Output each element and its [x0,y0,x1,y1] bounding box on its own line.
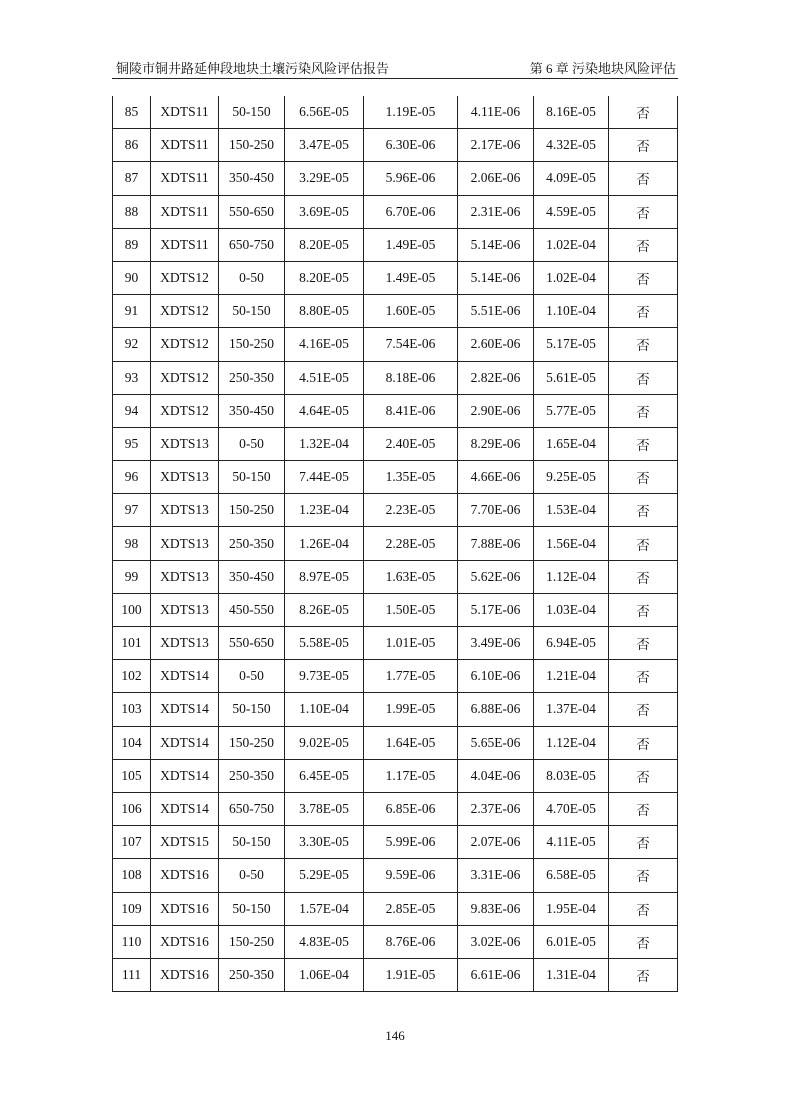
exceed-flag-cell: 否 [609,925,678,958]
value-cell-3: 2.90E-06 [458,394,534,427]
value-cell-3: 2.17E-06 [458,129,534,162]
sample-id-cell: XDTS11 [151,96,219,129]
depth-cell: 150-250 [219,328,285,361]
row-index-cell: 92 [113,328,151,361]
value-cell-1: 1.10E-04 [285,693,364,726]
value-cell-total: 6.58E-05 [534,859,609,892]
row-index-cell: 110 [113,925,151,958]
value-cell-3: 7.70E-06 [458,494,534,527]
row-index-cell: 97 [113,494,151,527]
sample-id-cell: XDTS14 [151,759,219,792]
value-cell-3: 2.07E-06 [458,826,534,859]
value-cell-total: 9.25E-05 [534,461,609,494]
row-index-cell: 99 [113,560,151,593]
value-cell-3: 2.37E-06 [458,792,534,825]
exceed-flag-cell: 否 [609,328,678,361]
depth-cell: 150-250 [219,129,285,162]
sample-id-cell: XDTS13 [151,627,219,660]
value-cell-3: 5.51E-06 [458,295,534,328]
table-row [113,792,678,825]
table-row [113,593,678,626]
value-cell-1: 8.26E-05 [285,593,364,626]
value-cell-1: 3.29E-05 [285,162,364,195]
depth-cell: 150-250 [219,494,285,527]
row-index-cell: 100 [113,593,151,626]
row-index-cell: 102 [113,660,151,693]
table-row [113,859,678,892]
row-index-cell: 96 [113,461,151,494]
table-row [113,560,678,593]
exceed-flag-cell: 否 [609,261,678,294]
value-cell-3: 7.88E-06 [458,527,534,560]
table-row [113,660,678,693]
value-cell-1: 4.83E-05 [285,925,364,958]
value-cell-1: 8.80E-05 [285,295,364,328]
value-cell-total: 1.02E-04 [534,228,609,261]
value-cell-total: 1.56E-04 [534,527,609,560]
row-index-cell: 89 [113,228,151,261]
depth-cell: 150-250 [219,726,285,759]
value-cell-3: 4.11E-06 [458,96,534,129]
row-index-cell: 85 [113,96,151,129]
row-index-cell: 106 [113,792,151,825]
value-cell-3: 4.04E-06 [458,759,534,792]
exceed-flag-cell: 否 [609,792,678,825]
value-cell-3: 3.31E-06 [458,859,534,892]
row-index-cell: 98 [113,527,151,560]
exceed-flag-cell: 否 [609,826,678,859]
table-row [113,394,678,427]
value-cell-2: 8.18E-06 [364,361,458,394]
value-cell-1: 1.57E-04 [285,892,364,925]
row-index-cell: 109 [113,892,151,925]
row-index-cell: 105 [113,759,151,792]
value-cell-2: 8.41E-06 [364,394,458,427]
table-row [113,361,678,394]
value-cell-1: 1.32E-04 [285,427,364,460]
sample-id-cell: XDTS13 [151,560,219,593]
value-cell-total: 1.95E-04 [534,892,609,925]
value-cell-total: 5.77E-05 [534,394,609,427]
row-index-cell: 104 [113,726,151,759]
sample-id-cell: XDTS13 [151,527,219,560]
depth-cell: 0-50 [219,427,285,460]
value-cell-2: 2.28E-05 [364,527,458,560]
value-cell-2: 1.49E-05 [364,228,458,261]
value-cell-1: 6.45E-05 [285,759,364,792]
exceed-flag-cell: 否 [609,593,678,626]
value-cell-total: 8.16E-05 [534,96,609,129]
value-cell-3: 5.14E-06 [458,228,534,261]
value-cell-total: 4.70E-05 [534,792,609,825]
depth-cell: 650-750 [219,228,285,261]
sample-id-cell: XDTS16 [151,859,219,892]
row-index-cell: 95 [113,427,151,460]
depth-cell: 50-150 [219,892,285,925]
sample-id-cell: XDTS15 [151,826,219,859]
value-cell-3: 5.62E-06 [458,560,534,593]
table-row [113,295,678,328]
value-cell-2: 1.91E-05 [364,958,458,991]
value-cell-2: 7.54E-06 [364,328,458,361]
sample-id-cell: XDTS14 [151,693,219,726]
row-index-cell: 90 [113,261,151,294]
depth-cell: 350-450 [219,394,285,427]
exceed-flag-cell: 否 [609,726,678,759]
sample-id-cell: XDTS16 [151,925,219,958]
table-row [113,627,678,660]
value-cell-1: 5.29E-05 [285,859,364,892]
value-cell-2: 6.70E-06 [364,195,458,228]
exceed-flag-cell: 否 [609,660,678,693]
exceed-flag-cell: 否 [609,461,678,494]
row-index-cell: 91 [113,295,151,328]
value-cell-total: 1.10E-04 [534,295,609,328]
depth-cell: 250-350 [219,361,285,394]
value-cell-3: 8.29E-06 [458,427,534,460]
sample-id-cell: XDTS12 [151,328,219,361]
exceed-flag-cell: 否 [609,96,678,129]
value-cell-1: 5.58E-05 [285,627,364,660]
report-title: 铜陵市铜井路延伸段地块土壤污染风险评估报告 [116,61,390,76]
depth-cell: 250-350 [219,958,285,991]
value-cell-3: 3.02E-06 [458,925,534,958]
exceed-flag-cell: 否 [609,129,678,162]
sample-id-cell: XDTS12 [151,261,219,294]
value-cell-2: 5.96E-06 [364,162,458,195]
row-index-cell: 94 [113,394,151,427]
sample-id-cell: XDTS11 [151,162,219,195]
sample-id-cell: XDTS13 [151,494,219,527]
value-cell-1: 3.78E-05 [285,792,364,825]
value-cell-1: 4.64E-05 [285,394,364,427]
row-index-cell: 108 [113,859,151,892]
depth-cell: 150-250 [219,925,285,958]
exceed-flag-cell: 否 [609,427,678,460]
table-row [113,958,678,991]
value-cell-1: 9.73E-05 [285,660,364,693]
table-row [113,925,678,958]
value-cell-3: 3.49E-06 [458,627,534,660]
table-row [113,228,678,261]
value-cell-total: 1.65E-04 [534,427,609,460]
exceed-flag-cell: 否 [609,958,678,991]
value-cell-2: 1.19E-05 [364,96,458,129]
value-cell-total: 4.59E-05 [534,195,609,228]
value-cell-1: 9.02E-05 [285,726,364,759]
table-row [113,693,678,726]
risk-table-body [113,96,678,992]
value-cell-2: 6.85E-06 [364,792,458,825]
sample-id-cell: XDTS12 [151,361,219,394]
value-cell-total: 5.17E-05 [534,328,609,361]
value-cell-total: 5.61E-05 [534,361,609,394]
exceed-flag-cell: 否 [609,494,678,527]
value-cell-total: 8.03E-05 [534,759,609,792]
table-row [113,726,678,759]
exceed-flag-cell: 否 [609,162,678,195]
value-cell-1: 8.97E-05 [285,560,364,593]
sample-id-cell: XDTS16 [151,892,219,925]
value-cell-3: 2.31E-06 [458,195,534,228]
sample-id-cell: XDTS11 [151,129,219,162]
page-header [112,56,678,79]
value-cell-1: 3.47E-05 [285,129,364,162]
row-index-cell: 88 [113,195,151,228]
depth-cell: 350-450 [219,162,285,195]
table-row [113,328,678,361]
sample-id-cell: XDTS16 [151,958,219,991]
value-cell-3: 2.06E-06 [458,162,534,195]
value-cell-1: 8.20E-05 [285,261,364,294]
sample-id-cell: XDTS14 [151,726,219,759]
exceed-flag-cell: 否 [609,892,678,925]
sample-id-cell: XDTS11 [151,195,219,228]
depth-cell: 50-150 [219,693,285,726]
sample-id-cell: XDTS14 [151,792,219,825]
depth-cell: 550-650 [219,627,285,660]
value-cell-1: 3.69E-05 [285,195,364,228]
risk-table [112,96,678,992]
value-cell-1: 4.16E-05 [285,328,364,361]
depth-cell: 0-50 [219,660,285,693]
value-cell-2: 9.59E-06 [364,859,458,892]
value-cell-1: 1.23E-04 [285,494,364,527]
exceed-flag-cell: 否 [609,527,678,560]
depth-cell: 250-350 [219,759,285,792]
chapter-title: 第 6 章 污染地块风险评估 [529,61,676,76]
depth-cell: 350-450 [219,560,285,593]
table-row [113,826,678,859]
exceed-flag-cell: 否 [609,693,678,726]
value-cell-2: 1.60E-05 [364,295,458,328]
sample-id-cell: XDTS13 [151,593,219,626]
value-cell-3: 6.88E-06 [458,693,534,726]
value-cell-3: 5.14E-06 [458,261,534,294]
value-cell-total: 6.94E-05 [534,627,609,660]
sample-id-cell: XDTS12 [151,295,219,328]
value-cell-total: 1.12E-04 [534,726,609,759]
value-cell-1: 7.44E-05 [285,461,364,494]
sample-id-cell: XDTS13 [151,461,219,494]
sample-id-cell: XDTS14 [151,660,219,693]
value-cell-total: 4.11E-05 [534,826,609,859]
value-cell-total: 4.09E-05 [534,162,609,195]
exceed-flag-cell: 否 [609,228,678,261]
value-cell-2: 1.50E-05 [364,593,458,626]
exceed-flag-cell: 否 [609,627,678,660]
exceed-flag-cell: 否 [609,195,678,228]
value-cell-total: 4.32E-05 [534,129,609,162]
table-row [113,162,678,195]
exceed-flag-cell: 否 [609,859,678,892]
value-cell-total: 1.02E-04 [534,261,609,294]
value-cell-1: 1.06E-04 [285,958,364,991]
value-cell-2: 5.99E-06 [364,826,458,859]
depth-cell: 50-150 [219,295,285,328]
value-cell-1: 3.30E-05 [285,826,364,859]
depth-cell: 650-750 [219,792,285,825]
value-cell-2: 2.23E-05 [364,494,458,527]
table-row [113,96,678,129]
sample-id-cell: XDTS12 [151,394,219,427]
table-row [113,494,678,527]
depth-cell: 550-650 [219,195,285,228]
exceed-flag-cell: 否 [609,295,678,328]
page-number: 146 [385,1028,405,1043]
value-cell-2: 1.01E-05 [364,627,458,660]
value-cell-2: 2.40E-05 [364,427,458,460]
exceed-flag-cell: 否 [609,560,678,593]
row-index-cell: 86 [113,129,151,162]
depth-cell: 50-150 [219,461,285,494]
value-cell-2: 1.17E-05 [364,759,458,792]
value-cell-3: 9.83E-06 [458,892,534,925]
depth-cell: 50-150 [219,826,285,859]
value-cell-2: 1.63E-05 [364,560,458,593]
value-cell-1: 8.20E-05 [285,228,364,261]
value-cell-3: 6.61E-06 [458,958,534,991]
table-row [113,759,678,792]
depth-cell: 0-50 [219,859,285,892]
table-row [113,261,678,294]
table-row [113,461,678,494]
value-cell-3: 2.60E-06 [458,328,534,361]
row-index-cell: 103 [113,693,151,726]
value-cell-3: 5.17E-06 [458,593,534,626]
depth-cell: 50-150 [219,96,285,129]
value-cell-2: 1.77E-05 [364,660,458,693]
value-cell-total: 6.01E-05 [534,925,609,958]
row-index-cell: 111 [113,958,151,991]
depth-cell: 0-50 [219,261,285,294]
value-cell-3: 4.66E-06 [458,461,534,494]
table-row [113,129,678,162]
value-cell-2: 1.49E-05 [364,261,458,294]
value-cell-2: 1.64E-05 [364,726,458,759]
sample-id-cell: XDTS13 [151,427,219,460]
value-cell-total: 1.31E-04 [534,958,609,991]
sample-id-cell: XDTS11 [151,228,219,261]
value-cell-2: 2.85E-05 [364,892,458,925]
value-cell-total: 1.12E-04 [534,560,609,593]
row-index-cell: 93 [113,361,151,394]
table-row [113,892,678,925]
value-cell-total: 1.21E-04 [534,660,609,693]
value-cell-total: 1.53E-04 [534,494,609,527]
value-cell-1: 1.26E-04 [285,527,364,560]
depth-cell: 450-550 [219,593,285,626]
table-row [113,195,678,228]
value-cell-3: 6.10E-06 [458,660,534,693]
value-cell-1: 6.56E-05 [285,96,364,129]
exceed-flag-cell: 否 [609,361,678,394]
value-cell-3: 5.65E-06 [458,726,534,759]
value-cell-2: 8.76E-06 [364,925,458,958]
value-cell-2: 1.99E-05 [364,693,458,726]
value-cell-total: 1.03E-04 [534,593,609,626]
table-row [113,527,678,560]
value-cell-total: 1.37E-04 [534,693,609,726]
value-cell-1: 4.51E-05 [285,361,364,394]
table-row [113,427,678,460]
row-index-cell: 101 [113,627,151,660]
exceed-flag-cell: 否 [609,759,678,792]
row-index-cell: 107 [113,826,151,859]
value-cell-2: 6.30E-06 [364,129,458,162]
exceed-flag-cell: 否 [609,394,678,427]
value-cell-2: 1.35E-05 [364,461,458,494]
value-cell-3: 2.82E-06 [458,361,534,394]
depth-cell: 250-350 [219,527,285,560]
row-index-cell: 87 [113,162,151,195]
